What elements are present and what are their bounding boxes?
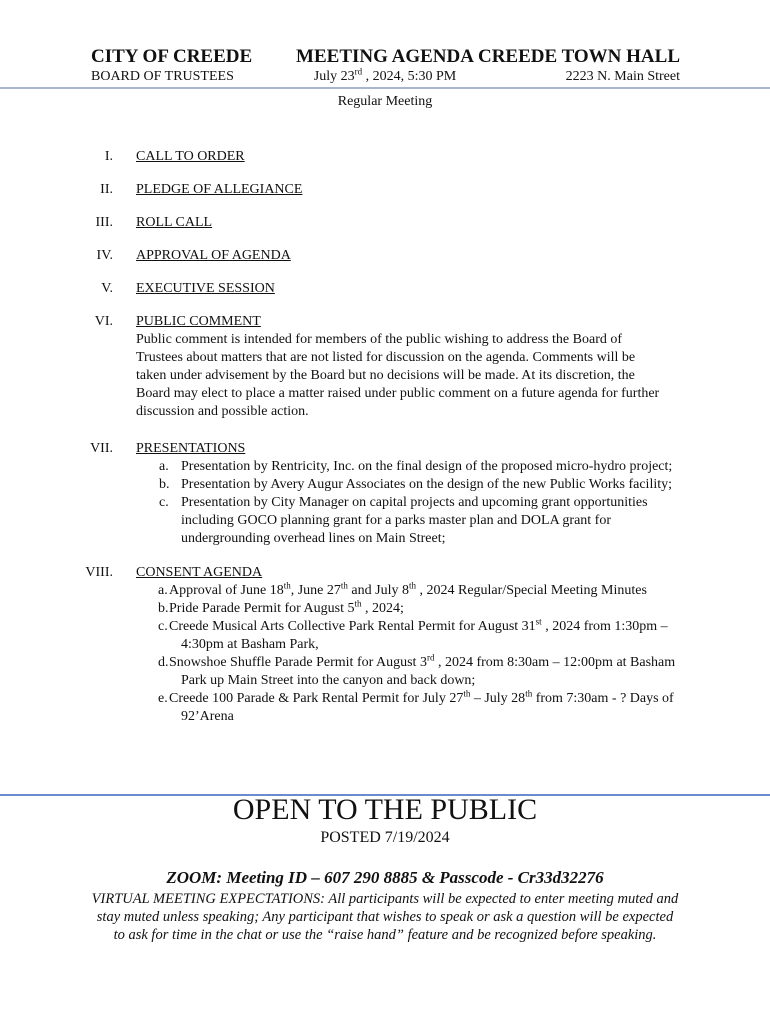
sub-item-letter: c.: [158, 619, 168, 634]
meeting-date: [285, 68, 485, 86]
agenda-item-number: IV.: [96, 248, 113, 263]
sub-item-text: including GOCO planning grant for a parks master plan and DOLA grant for: [181, 513, 612, 528]
board-name: BOARD OF TRUSTEES: [91, 69, 234, 84]
agenda-item-number: VI.: [94, 314, 113, 329]
venue-name: CREEDE TOWN HALL: [477, 46, 680, 67]
sub-item-text: Creede 100 Parade & Park Rental Permit for July 27th – July 28th from 7:30am - ? Days of: [169, 688, 674, 706]
sub-item-text: Presentation by Avery Augur Associates on the design of the new Public Works facility;: [181, 477, 672, 492]
header-right: [470, 46, 680, 86]
agenda-item-number: VII.: [90, 441, 113, 456]
description-line: discussion and possible action.: [136, 404, 309, 419]
sub-item-letter: e.: [158, 691, 168, 706]
sub-item-text: Pride Parade Permit for August 5th , 2024;: [169, 598, 404, 616]
sub-item-letter: d.: [158, 655, 169, 670]
meeting-date-suffix: rd: [354, 66, 363, 77]
agenda-item-number: VIII.: [85, 565, 113, 580]
agenda-item-title: EXECUTIVE SESSION: [136, 281, 275, 296]
posted-date: POSTED 7/19/2024: [320, 829, 450, 846]
header-middle: [285, 46, 485, 86]
sub-item-letter: b.: [158, 601, 169, 616]
sub-item-letter: a.: [158, 583, 168, 598]
agenda-item-title: CONSENT AGENDA: [136, 565, 263, 580]
zoom-info: ZOOM: Meeting ID – 607 290 8885 & Passcode - Cr33d32276: [166, 868, 604, 887]
meeting-date-time: , 2024, 5:30 PM: [362, 69, 457, 84]
agenda-item-title: PRESENTATIONS: [136, 441, 246, 456]
agenda-item-number: V.: [101, 281, 113, 296]
header-left: [91, 46, 252, 86]
meeting-agenda-title: MEETING AGENDA: [296, 46, 474, 67]
agenda-item-title: PUBLIC COMMENT: [136, 314, 261, 329]
sub-item-text: 4:30pm at Basham Park,: [181, 637, 319, 652]
sub-item-text: Presentation by Rentricity, Inc. on the final design of the proposed micro-hydro project;: [181, 459, 673, 474]
description-line: taken under advisement by the Board but no decisions will be made. At its discretion, the: [136, 368, 635, 383]
agenda-item-description: [136, 331, 681, 421]
agenda-item-title: PLEDGE OF ALLEGIANCE: [136, 182, 303, 197]
description-line: Public comment is intended for members of the public wishing to address the Board of: [136, 332, 623, 347]
sub-item-text: undergrounding overhead lines on Main Street;: [181, 531, 446, 546]
meeting-type: Regular Meeting: [337, 94, 433, 109]
agenda-item-title: CALL TO ORDER: [136, 149, 245, 164]
sub-item-text: Creede Musical Arts Collective Park Rental Permit for August 31st , 2024 from 1:30pm –: [169, 616, 668, 634]
agenda-item-title: ROLL CALL: [136, 215, 213, 230]
sub-item-text: Approval of June 18th, June 27th and July 8th , 2024 Regular/Special Meeting Minutes: [169, 580, 647, 598]
agenda-item-number: II.: [100, 182, 113, 197]
sub-item-letter: a.: [159, 459, 169, 474]
agenda-item-number: III.: [95, 215, 113, 230]
sub-item-letter: b.: [159, 477, 170, 492]
virtual-meeting-expectations: VIRTUAL MEETING EXPECTATIONS: All participants will be expected to enter meeting muted and stay muted unless speaking; Any participant that wishes to speak or ask a question will be expected to ask for time in the chat or use the “raise hand” feature and be recognized before speaking.: [91, 891, 679, 943]
sub-item-text: 92’Arena: [181, 709, 234, 724]
agenda-item-number: I.: [104, 149, 113, 164]
description-line: Trustees about matters that are not listed for discussion on the agenda. Comments will be: [136, 350, 636, 365]
sub-item-letter: c.: [159, 495, 169, 510]
venue-address: 2223 N. Main Street: [565, 69, 680, 84]
open-to-public-heading: OPEN TO THE PUBLIC: [232, 793, 538, 826]
agenda-item-title: APPROVAL OF AGENDA: [136, 248, 291, 263]
meeting-date-day: July 23: [313, 69, 355, 84]
sub-item-text: Park up Main Street into the canyon and back down;: [181, 673, 476, 688]
header-divider: [0, 87, 770, 89]
sub-item-text: Presentation by City Manager on capital projects and upcoming grant opportunities: [181, 495, 648, 510]
sub-item-text: Snowshoe Shuffle Parade Permit for August 3rd , 2024 from 8:30am – 12:00pm at Basham: [169, 652, 676, 670]
city-name: CITY OF CREEDE: [91, 46, 253, 67]
description-line: Board may elect to place a matter raised under public comment on a future agenda for further: [136, 386, 660, 401]
